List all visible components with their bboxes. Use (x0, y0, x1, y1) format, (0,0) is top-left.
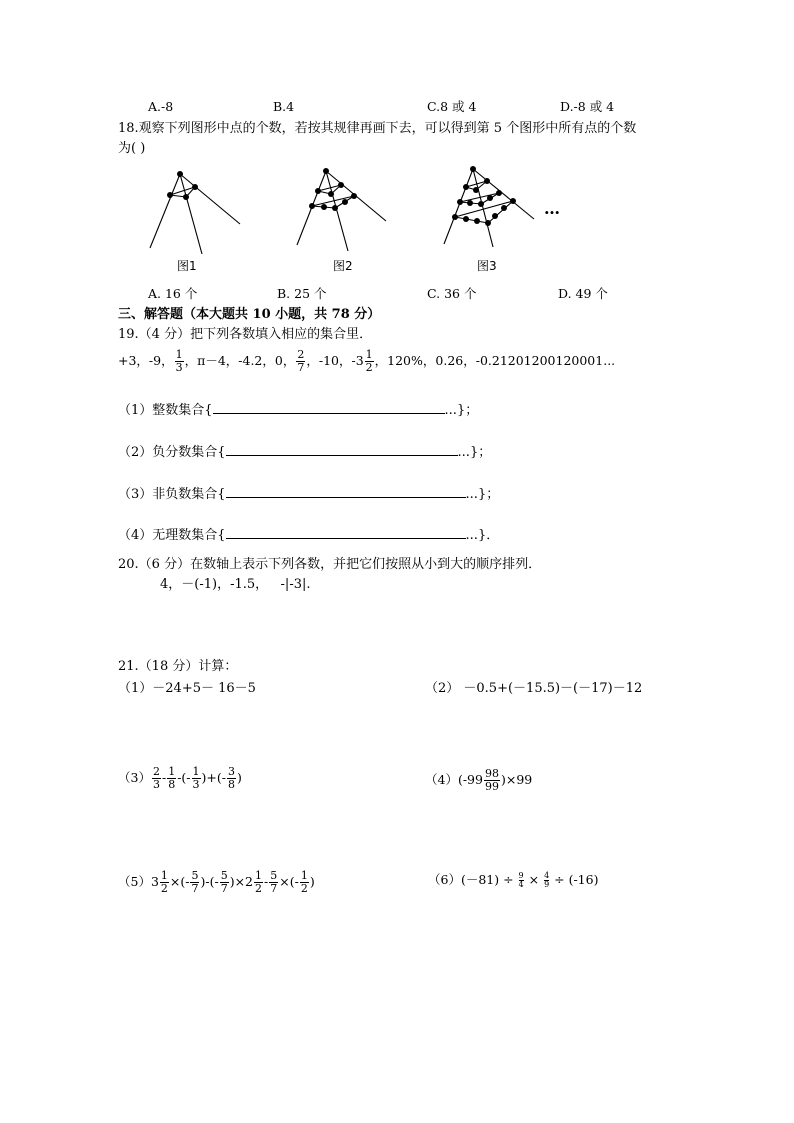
answer-blank[interactable] (226, 485, 466, 498)
set-label: （2）负分数集合{ (118, 445, 226, 460)
fraction: $\frac{5}{7}$ (191, 869, 199, 895)
q18-figures (0, 160, 794, 280)
answer-blank[interactable] (213, 401, 445, 414)
operator: ) (236, 769, 242, 785)
fraction: $\frac{1}{2}$ (160, 869, 168, 895)
operator: - (161, 769, 167, 785)
q19-fraction-one-third: $\frac{1}{3}$ (175, 348, 183, 374)
figure-3 (444, 166, 534, 247)
figure-2-label: 图2 (333, 259, 353, 273)
fraction: $\frac{1}{2}$ (255, 869, 262, 895)
operator: )-(- (200, 873, 219, 889)
q21-stem: 21.（18 分）计算： (118, 659, 238, 674)
q19-set-negative-fractions (118, 443, 491, 459)
fraction: $\frac{9}{4}$ (518, 871, 524, 889)
q18-choice-d: D. 49 个 (558, 286, 608, 301)
q21-part-4 (425, 768, 532, 792)
expression-part: )×99 (500, 771, 533, 787)
q18-choice-a: A. 16 个 (148, 286, 198, 301)
q19-numbers-part3: ，-10，-3 (306, 352, 364, 368)
q19-number-list (118, 349, 615, 373)
set-end: ...}． (465, 528, 500, 543)
set-end: ...}； (465, 487, 500, 502)
q17-choice-b: B.4 (273, 99, 295, 114)
fraction: $\frac{4}{9}$ (544, 871, 550, 889)
answer-blank[interactable] (226, 526, 466, 539)
q19-stem: 19.（4 分）把下列各数填入相应的集合里． (118, 327, 373, 342)
fraction: $\frac{5}{7}$ (220, 869, 228, 895)
operator: × (524, 872, 544, 888)
q18-stem-line2: 为( ) (118, 141, 146, 156)
whole-number: 3 (150, 873, 159, 889)
q21-part-1: （1）－24+5－ 16－5 (118, 681, 256, 696)
fraction: $\frac{1}{8}$ (168, 765, 176, 791)
q21-part-5 (118, 870, 315, 894)
operator: )+(- (201, 769, 226, 785)
figure-1-label: 图1 (177, 259, 197, 273)
expression-part: （6）(－81) ÷ (428, 872, 518, 888)
set-label: （3）非负数集合{ (118, 487, 226, 502)
q21-part-2: （2） －0.5+(－15.5)－(－17)－12 (425, 681, 643, 696)
q21-part-3 (118, 766, 242, 790)
part-label: （3） (118, 769, 151, 785)
fraction: $\frac{5}{7}$ (270, 869, 278, 895)
operator: ) (309, 873, 315, 889)
q20-numbers: 4，－(-1)，-1.5， -|-3|. (160, 577, 311, 592)
figure-3-label: 图3 (477, 259, 497, 273)
figure-1 (150, 171, 240, 254)
q18-stem-line1: 18.观察下列图形中点的个数，若按其规律再画下去，可以得到第 5 个图形中所有点的个数 (118, 121, 637, 136)
fraction: $\frac{1}{2}$ (300, 869, 308, 895)
section-3-heading: 三、解答题（本大题共 10 小题，共 78 分） (118, 307, 381, 322)
set-end: ...}； (444, 403, 479, 418)
q18-choice-c: C. 36 个 (427, 286, 477, 301)
expression-part: (-99 (457, 771, 483, 787)
set-end: ...}； (457, 445, 492, 460)
q17-choice-c: C.8 或 4 (427, 99, 477, 114)
operator: -(- (177, 769, 191, 785)
operator: - (264, 873, 269, 889)
q19-numbers-part4: ，120%，0.26，-0.21201200120001... (374, 352, 616, 368)
operator: )×2 (229, 873, 253, 889)
q19-set-irrational (118, 526, 499, 542)
q19-fraction-two-sevenths: $\frac{2}{7}$ (297, 348, 305, 374)
q17-choice-a: A.-8 (148, 99, 174, 114)
set-label: （1）整数集合{ (118, 403, 213, 418)
operator: ×(- (169, 873, 190, 889)
fraction: $\frac{2}{3}$ (152, 765, 160, 791)
fraction: $\frac{1}{3}$ (192, 765, 200, 791)
figure-2 (297, 168, 386, 251)
part-label: （5） (118, 873, 151, 889)
fraction: $\frac{98}{99}$ (484, 767, 499, 793)
answer-blank[interactable] (226, 443, 458, 456)
q21-part-6 (428, 872, 598, 889)
q19-set-non-negative (118, 485, 499, 501)
q18-choice-b: B. 25 个 (277, 286, 327, 301)
q19-set-integers (118, 401, 478, 417)
q19-numbers-part2: ，π－4，-4.2，0， (184, 352, 296, 368)
q19-numbers-part1: +3，-9， (118, 352, 174, 368)
set-label: （4）无理数集合{ (118, 528, 226, 543)
operator: ×(- (279, 873, 299, 889)
q17-choice-d: D.-8 或 4 (560, 99, 615, 114)
part-label: （4） (425, 771, 458, 787)
q19-fraction-one-half: $\frac{1}{2}$ (365, 348, 373, 374)
q20-stem: 20.（6 分）在数轴上表示下列各数，并把它们按照从小到大的顺序排列． (118, 557, 542, 572)
expression-part: ÷ (-16) (550, 872, 599, 888)
fraction: $\frac{3}{8}$ (227, 765, 235, 791)
q18-ellipsis: … (544, 199, 560, 218)
